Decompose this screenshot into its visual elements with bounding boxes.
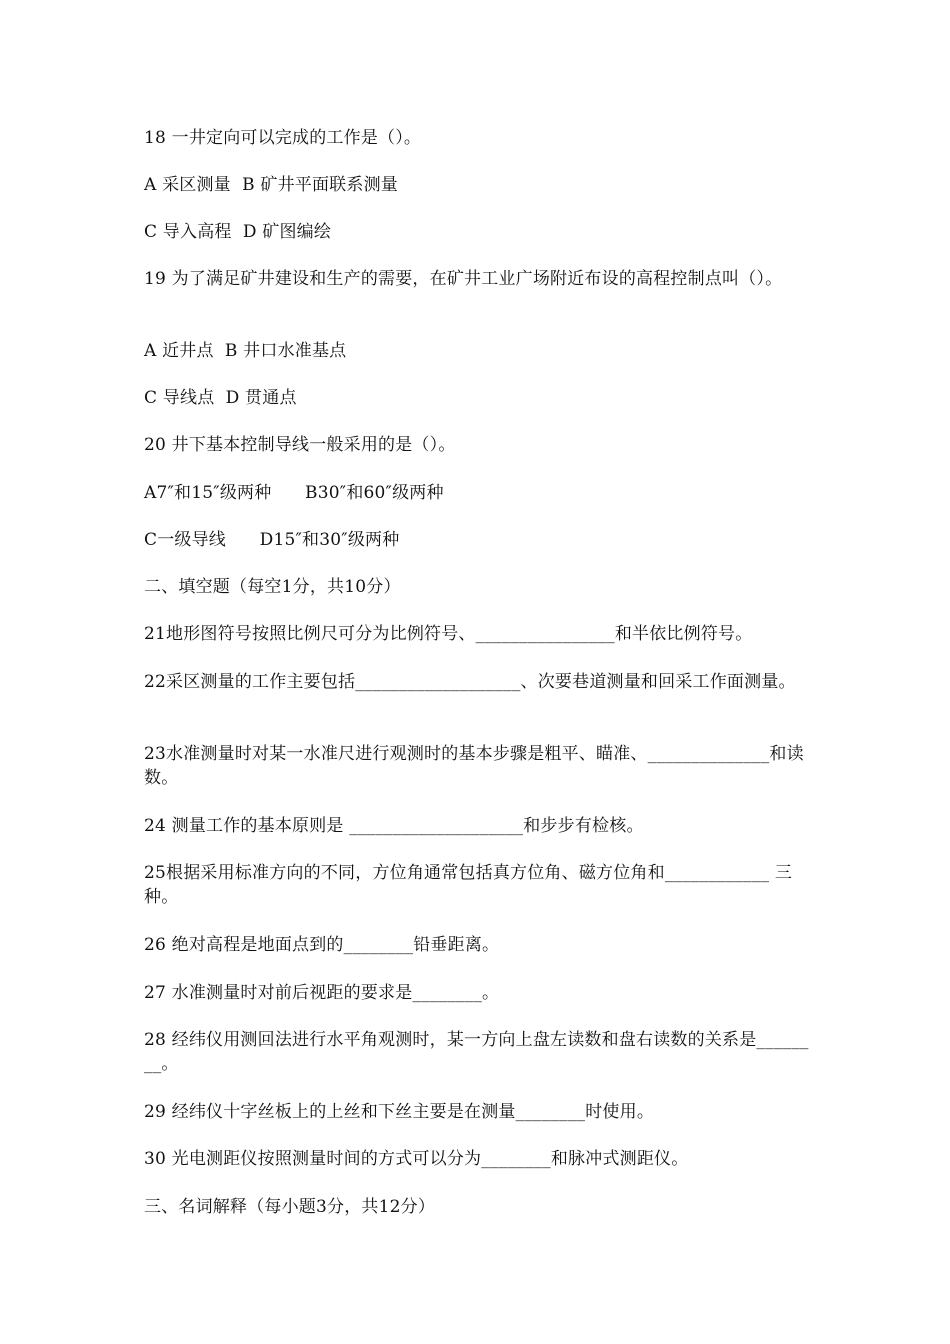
question-18-stem: 18 一井定向可以完成的工作是（）。 — [144, 128, 422, 148]
question-29: 29 经纬仪十字丝板上的上丝和下丝主要是在测量________时使用。 — [144, 1102, 655, 1122]
question-30: 30 光电测距仪按照测量时间的方式可以分为________和脉冲式测距仪。 — [144, 1149, 689, 1169]
section-2-heading: 二、填空题（每空1分，共10分） — [144, 577, 401, 597]
question-21: 21地形图符号按照比例尺可分为比例符号、________________和半依比例符号。 — [144, 624, 753, 644]
question-18-options-cd: C 导入高程 D 矿图编绘 — [144, 222, 332, 242]
question-19-options-cd: C 导线点 D 贯通点 — [144, 388, 297, 408]
question-22: 22采区测量的工作主要包括___________________、次要巷道测量和回采工作面测量。 — [144, 672, 796, 692]
question-20-options-ab: A7″和15″级两种 B30″和60″级两种 — [144, 483, 444, 503]
question-25: 25根据采用标准方向的不同，方位角通常包括真方位角、磁方位角和____________ 三种。 — [144, 863, 793, 907]
question-19-stem: 19 为了满足矿井建设和生产的需要，在矿井工业广场附近布设的高程控制点叫（）。 — [144, 269, 783, 289]
question-23: 23水准测量时对某一水准尺进行观测时的基本步骤是粗平、瞄准、______________和读数。 — [144, 744, 804, 788]
question-18-options-ab: A 采区测量 B 矿井平面联系测量 — [144, 175, 398, 195]
question-24: 24 测量工作的基本原则是 ____________________和步步有检核。 — [144, 816, 644, 836]
question-20-stem: 20 井下基本控制导线一般采用的是（）。 — [144, 435, 456, 455]
question-26: 26 绝对高程是地面点到的________铅垂距离。 — [144, 935, 500, 955]
question-20-options-cd: C一级导线 D15″和30″级两种 — [144, 530, 400, 550]
section-3-heading: 三、名词解释（每小题3分，共12分） — [144, 1197, 436, 1217]
question-28: 28 经纬仪用测回法进行水平角观测时，某一方向上盘左读数和盘右读数的关系是________。 — [144, 1030, 809, 1074]
question-27: 27 水准测量时对前后视距的要求是________。 — [144, 983, 500, 1003]
question-19-options-ab: A 近井点 B 井口水准基点 — [144, 341, 347, 361]
